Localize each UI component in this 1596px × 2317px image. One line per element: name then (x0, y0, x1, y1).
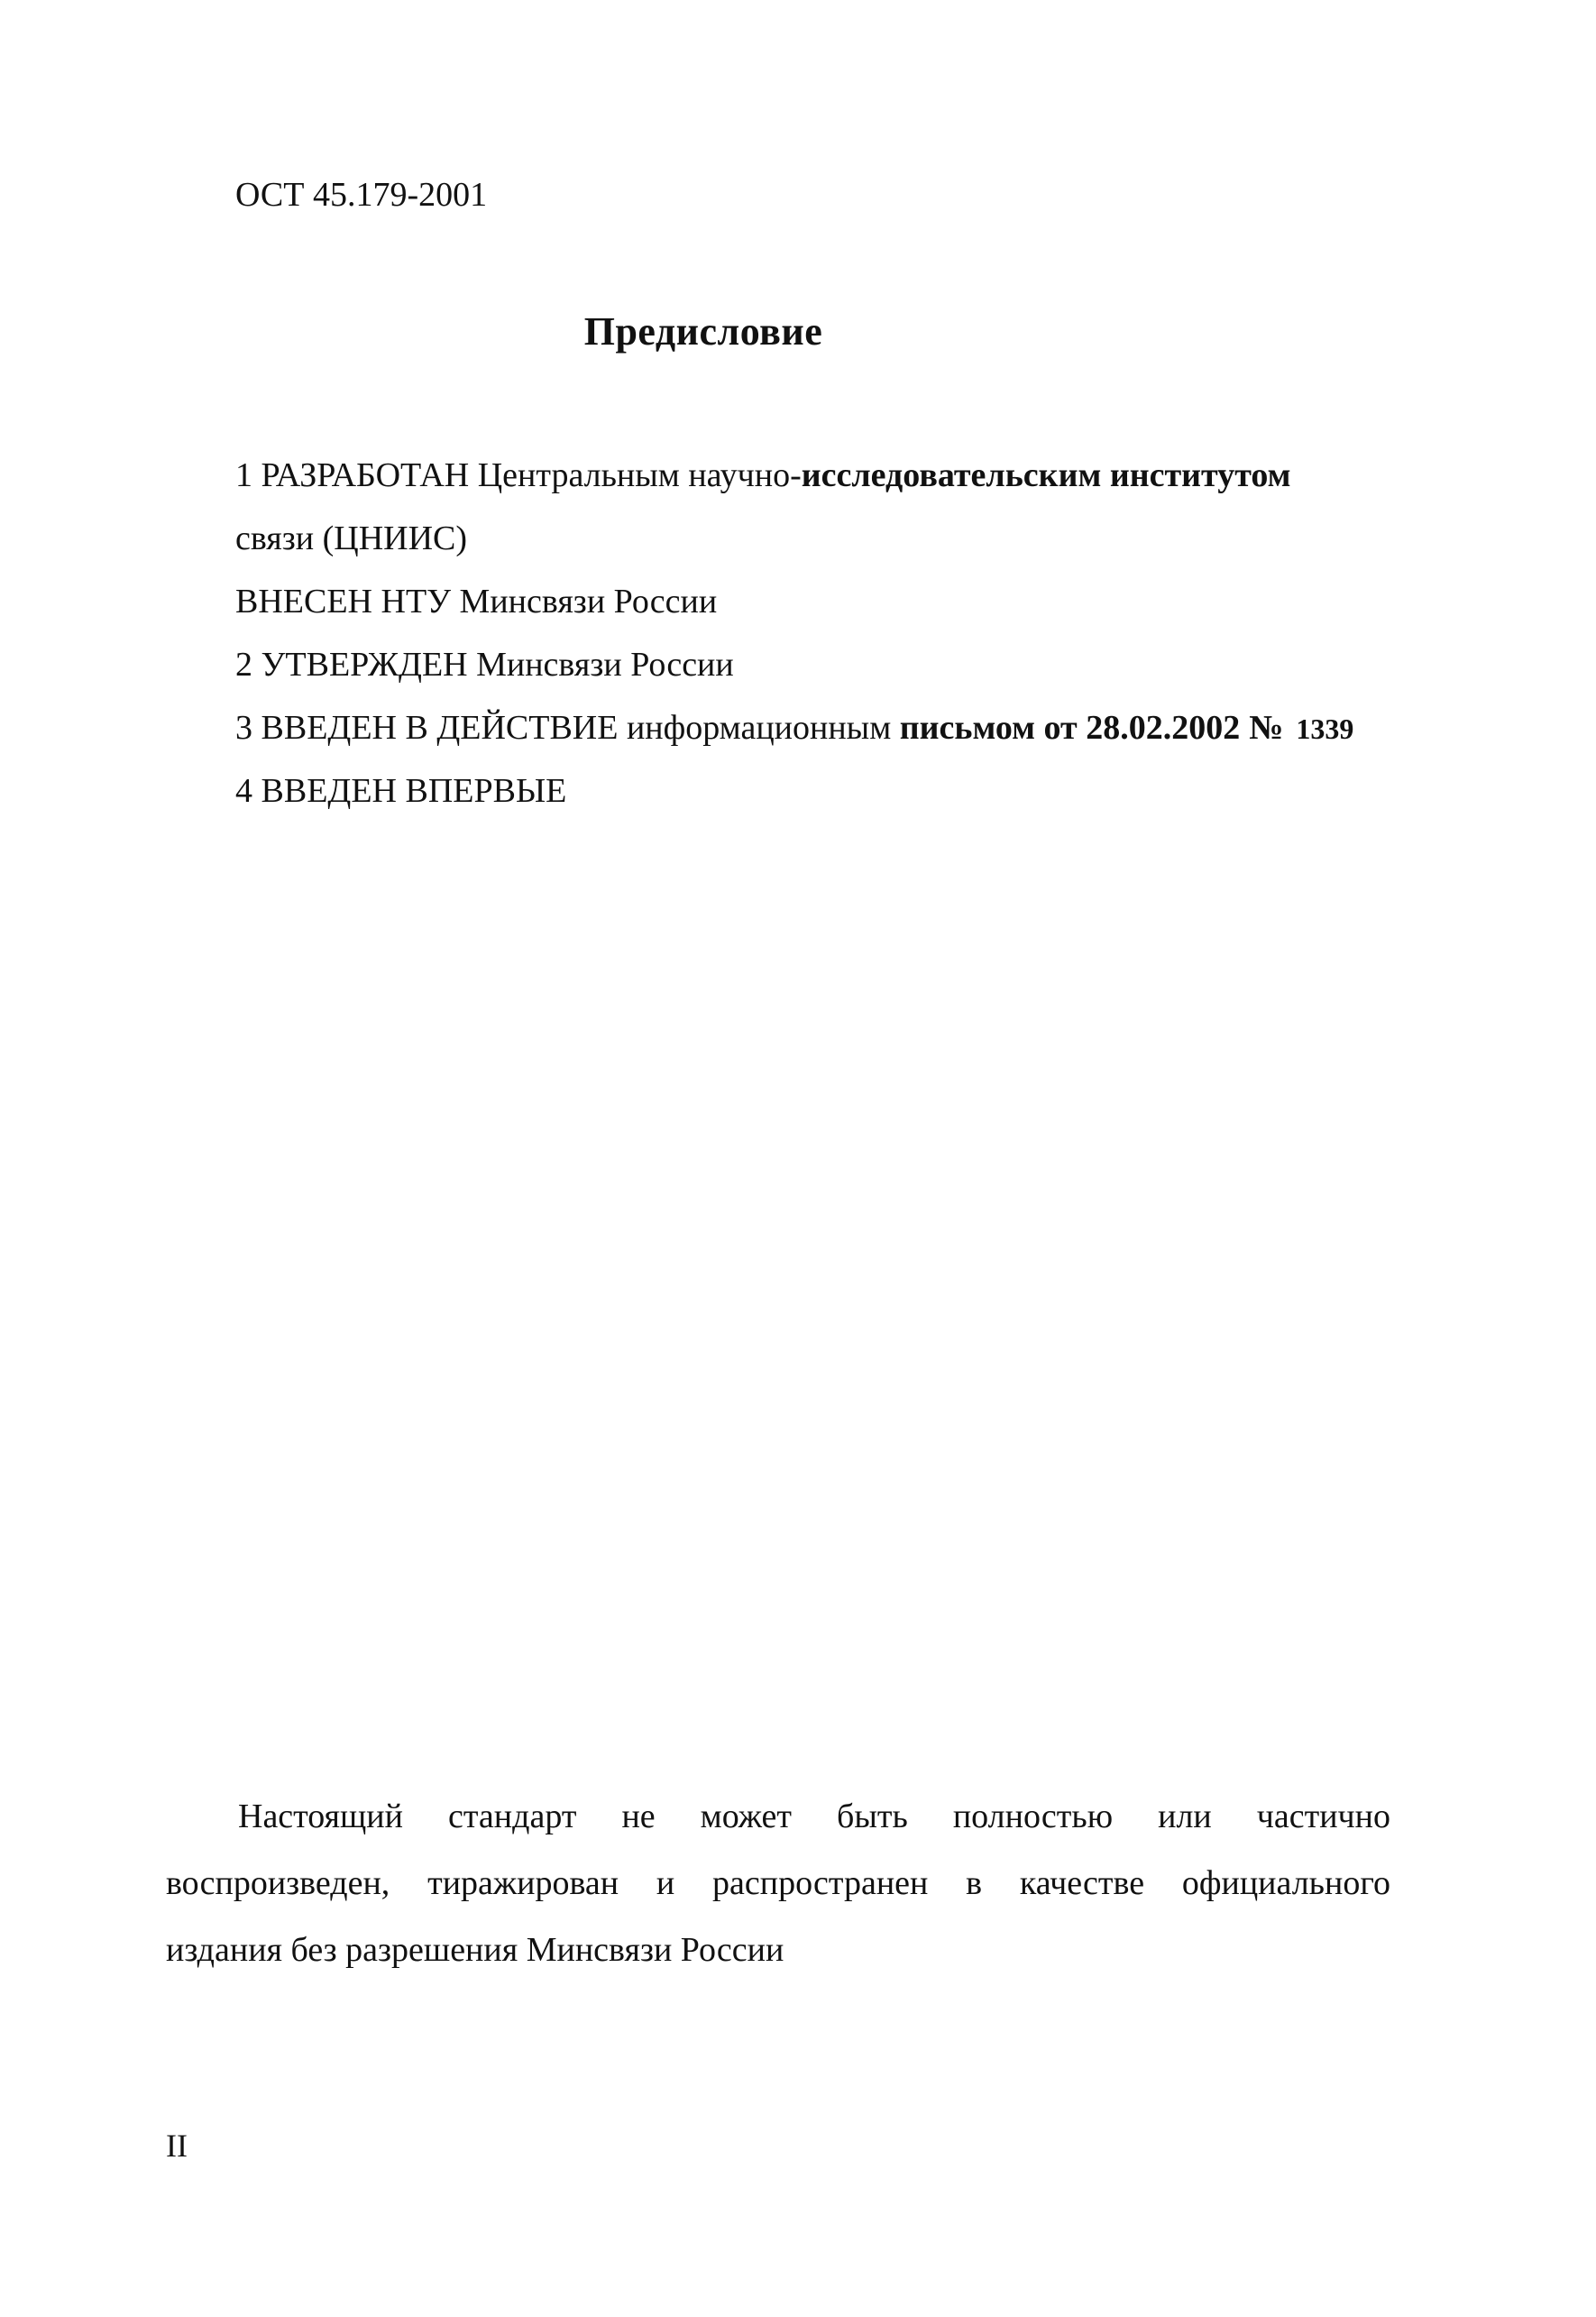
item-first-introduced: 4 ВВЕДЕН ВПЕРВЫЕ (235, 772, 567, 810)
item-developed-prefix: 1 РАЗРАБОТАН Центральным научно- (235, 456, 802, 494)
letter-number: 1339 (1296, 713, 1354, 745)
item-enacted-bold: письмом от 28.02.2002 (899, 709, 1241, 747)
item-approved: 2 УТВЕРЖДЕН Минсвязи России (235, 646, 734, 684)
page-number: II (166, 2128, 188, 2164)
copyright-notice (166, 1783, 1390, 1983)
document-code: ОСТ 45.179-2001 (235, 176, 488, 214)
notice-line-2: воспроизведен, тиражирован и распространен в качестве официального (166, 1864, 1390, 1902)
item-introduced-by: ВНЕСЕН НТУ Минсвязи России (235, 583, 718, 621)
notice-line-1: Настоящий стандарт не может быть полностью или частично (238, 1798, 1390, 1835)
item-developed-continued: связи (ЦНИИС) (235, 519, 468, 557)
notice-line-3: издания без разрешения Минсвязи России (166, 1931, 784, 1969)
item-developed (235, 444, 1444, 507)
number-sign: № (1249, 709, 1284, 747)
section-heading: Предисловие (583, 309, 823, 354)
item-enacted (235, 696, 1444, 759)
foreword-items (235, 444, 1444, 823)
item-developed-bold: исследовательским институтом (801, 456, 1291, 494)
item-enacted-prefix: 3 ВВЕДЕН В ДЕЙСТВИЕ информационным (235, 709, 900, 747)
